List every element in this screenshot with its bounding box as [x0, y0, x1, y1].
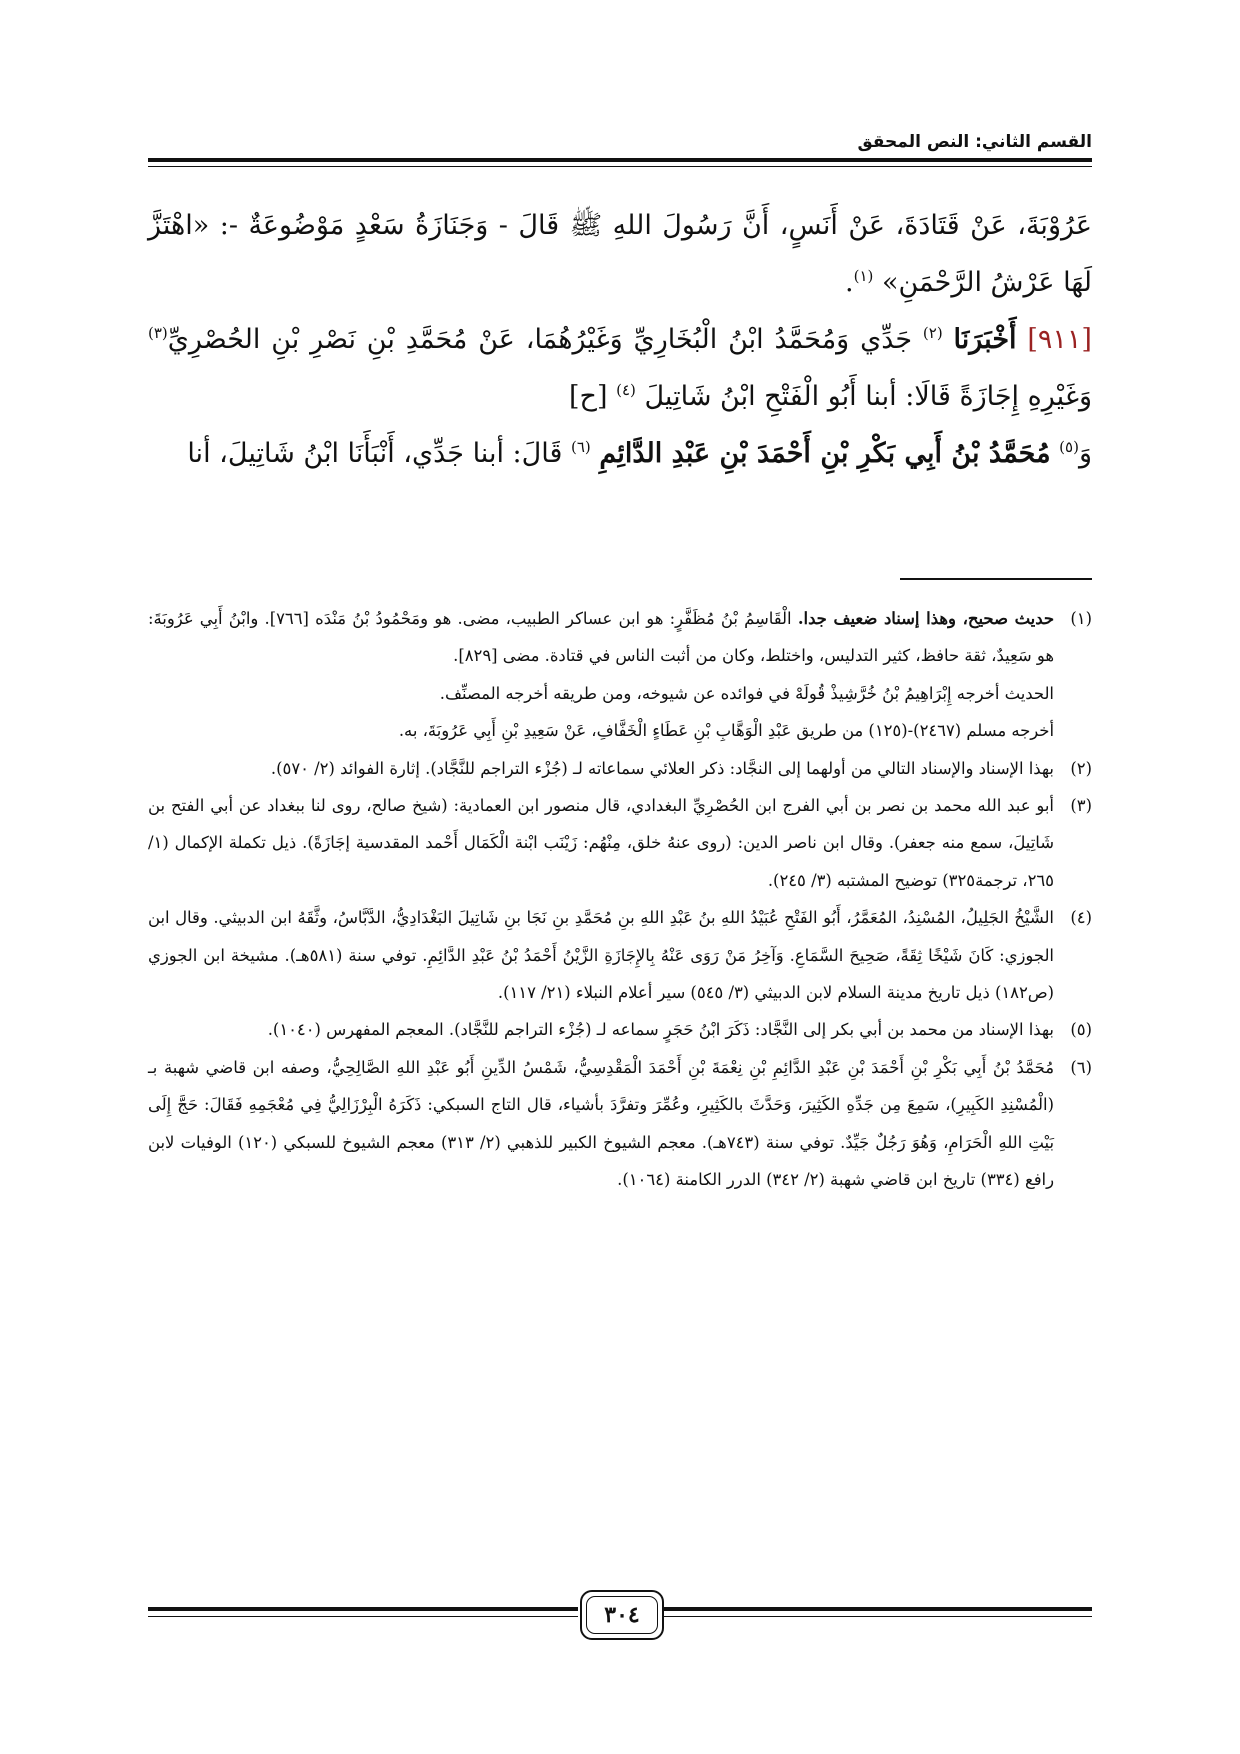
footer-rule-right-thick — [662, 1607, 1092, 1611]
header-rule-thin — [148, 166, 1092, 167]
footnotes — [148, 600, 1092, 1199]
footnote-2: (٢) بهذا الإسناد والإسناد التالي من أولهما إلى النجَّاد: ذكر العلائي سماعاته لـ (جُزْء التراجم للنَّجَّاد). إثارة الفوائد (٢/ ٥٧٠). — [270, 758, 1092, 778]
header-rule-thick — [148, 158, 1092, 162]
footnote-ref-4[interactable]: (٤) — [616, 381, 636, 399]
main-text — [148, 200, 1092, 479]
footnote-ref-6[interactable]: (٦) — [570, 438, 591, 456]
footnote-4: (٤) الشَّيْخُ الجَلِيلُ، المُسْنِدُ، المُعَمَّرُ، أَبُو الفَتْحِ عُبَيْدُ اللهِ بنُ عَبْدِ اللهِ بنِ مُحَمَّدِ بنِ نَجَا بنِ شَاتِيلَ البَغْدَادِيُّ، الدَّبَّاسُ، وثَّقَهُ ابن الدبيثي. وقال ابن الجوزي: كَانَ شَيْخًا ثِقَةً، صَحِيحَ السَّمَاعِ. وَآخِرُ مَنْ رَوَى عَنْهُ بِالإِجَازَةِ الزَّيْنُ أَحْمَدُ بْنُ عَبْدِ الدَّائِمِ. توفي سنة (٥٨١هـ). مشيخة ابن الجوزي (ص١٨٢) ذيل تاريخ مدينة السلام لابن الدبيثي (٣/ ٥٤٥) سير أعلام النبلاء (٢١/ ١١٧). — [148, 908, 1092, 1003]
page-footer — [148, 1590, 1092, 1640]
footnote-5: (٥) بهذا الإسناد من محمد بن أبي بكر إلى النَّجَّاد: ذَكَرَ ابْنُ حَجَرٍ سماعه لـ (جُزْء التراجم للنَّجَّاد). المعجم المفهرس (١٠٤٠). — [267, 1020, 1092, 1040]
main-paragraph-2: [٩١١] أَخْبَرَنَا $^{(٢)}$ جَدِّي وَمُحَمَّدُ ابْنُ الْبُخَارِيِّ وَغَيْرُهُمَا، عَنْ مُحَمَّدِ بْنِ نَصْرِ بْنِ الحُصْرِيِّ$^{(٣)}$ وَغَيْرِهِ إِجَازَةً قَالَا: أبنا أَبُو الْفَتْحِ ابْنُ شَاتِيلَ $^{(٤)}$ [ح] — [148, 324, 1092, 412]
footnote-3: (٣) أبو عبد الله محمد بن نصر بن أبي الفرج ابن الحُصْرِيِّ البغدادي، قال منصور ابن العمادية: (شيخ صالح، روى لنا ببغداد عن أبي الفتح بن شَاتِيلَ، سمع منه جعفر). وقال ابن ناصر الدين: (روى عنهُ خلق، مِنْهُم: زَيْنَب ابْنة الْكَمَال أَحْمد المقدسية إجَازَةً). ذيل تكملة الإكمال (١/ ٢٦٥، ترجمة٣٢٥) توضيح المشتبه (٣/ ٢٤٥). — [148, 796, 1092, 890]
tahwil-mark: [ح] — [569, 381, 608, 412]
footnote-ref-5[interactable]: (٥) — [1059, 438, 1079, 456]
page-number-box — [580, 1590, 664, 1640]
footnote-ref-3[interactable]: (٣) — [148, 324, 168, 342]
footnote-separator — [900, 578, 1092, 580]
footnote-1-sub-2: أخرجه مسلم (٢٤٦٧)-(١٢٥) من طريق عَبْدِ الْوَهَّابِ بْنِ عَطَاءٍ الْخَفَّافِ، عَنْ سَعِيدِ بْنِ أَبِي عَرُوبَةَ، به. — [398, 721, 1054, 741]
footnote-1-sub-1: الحديث أخرجه إِبْرَاهِيمُ بْنُ خُرَّشِيذْ قُولَهْ في فوائده عن شيوخه، ومن طريقه أخرجه المصنِّف. — [439, 683, 1054, 703]
main-paragraph-1: عَرُوْبَةَ، عَنْ قَتَادَةَ، عَنْ أَنَسٍ، أَنَّ رَسُولَ اللهِ ﷺ قَالَ - وَجَنَازَةُ سَعْدٍ مَوْضُوعَةٌ -: «اهْتَزَّ لَهَا عَرْشُ الرَّحْمَنِ» $^{(١)}$. — [148, 210, 1092, 298]
footer-rule-right-thin — [662, 1616, 1092, 1617]
footer-rule-left-thin — [148, 1616, 578, 1617]
footnote-ref-1[interactable]: (١) — [853, 267, 874, 285]
footer-rule-left-thick — [148, 1607, 578, 1611]
running-header: القسم الثاني: النص المحقق — [857, 132, 1092, 152]
hadith-number: [٩١١] — [1027, 324, 1092, 355]
footnote-6: (٦) مُحَمَّدُ بْنُ أَبِي بَكْرِ بْنِ أَحْمَدَ بْنِ عَبْدِ الدَّائِمِ بْنِ نِعْمَةَ بْنِ أَحْمَدَ الْمَقْدِسِيُّ، شَمْسُ الدِّينِ أَبُو عَبْدِ اللهِ الصَّالِحِيُّ، وصفه ابن قاضي شهبة بـ (الْمُسْنِدِ الكَبِيرِ)، سَمِعَ مِن جَدِّهِ الكَثِيرَ، وَحَدَّثَ بالكَثِيرِ، وعُمِّرَ وتفرَّدَ بأشياء، قال التاج السبكي: ذَكَرَهُ الْبِرْزَالِيُّ فِي مُعْجَمِهِ فَقَالَ: حَجَّ إِلَى بَيْتِ اللهِ الْحَرَامِ، وَهُوَ رَجُلٌ جَيِّدٌ. توفي سنة (٧٤٣هـ). معجم الشيوخ الكبير للذهبي (٢/ ٣١٣) معجم الشيوخ للسبكي (١٢٠) الوفيات لابن رافع (٣٣٤) تاريخ ابن قاضي شهبة (٢/ ٣٤٢) الدرر الكامنة (١٠٦٤). — [148, 1057, 1092, 1190]
footnote-1: (١) حديث صحيح، وهذا إسناد ضعيف جدا. الْقَاسِمُ بْنُ مُظَفَّرٍ: هو ابن عساكر الطبيب، مضى. هو ومَحْمُودُ بْنُ مَنْدَه [٧٦٦]. وابْنُ أَبِي عَرُوبَةَ: هو سَعِيدٌ، ثقة حافظ، كثير التدليس، واختلط، وكان من أثبت الناس في قتادة. مضى [٨٢٩]. — [148, 609, 1092, 666]
main-paragraph-3: وَ$^{(٥)}$ مُحَمَّدُ بْنُ أَبِي بَكْرِ بْنِ أَحْمَدَ بْنِ عَبْدِ الدَّائِمِ $^{(٦)}$ قَالَ: أبنا جَدِّي، أَنْبَأَنَا ابْنُ شَاتِيلَ، أنا — [187, 438, 1092, 469]
page-number: ٣٠٤ — [604, 1602, 640, 1628]
footnote-ref-2[interactable]: (٢) — [922, 324, 943, 342]
